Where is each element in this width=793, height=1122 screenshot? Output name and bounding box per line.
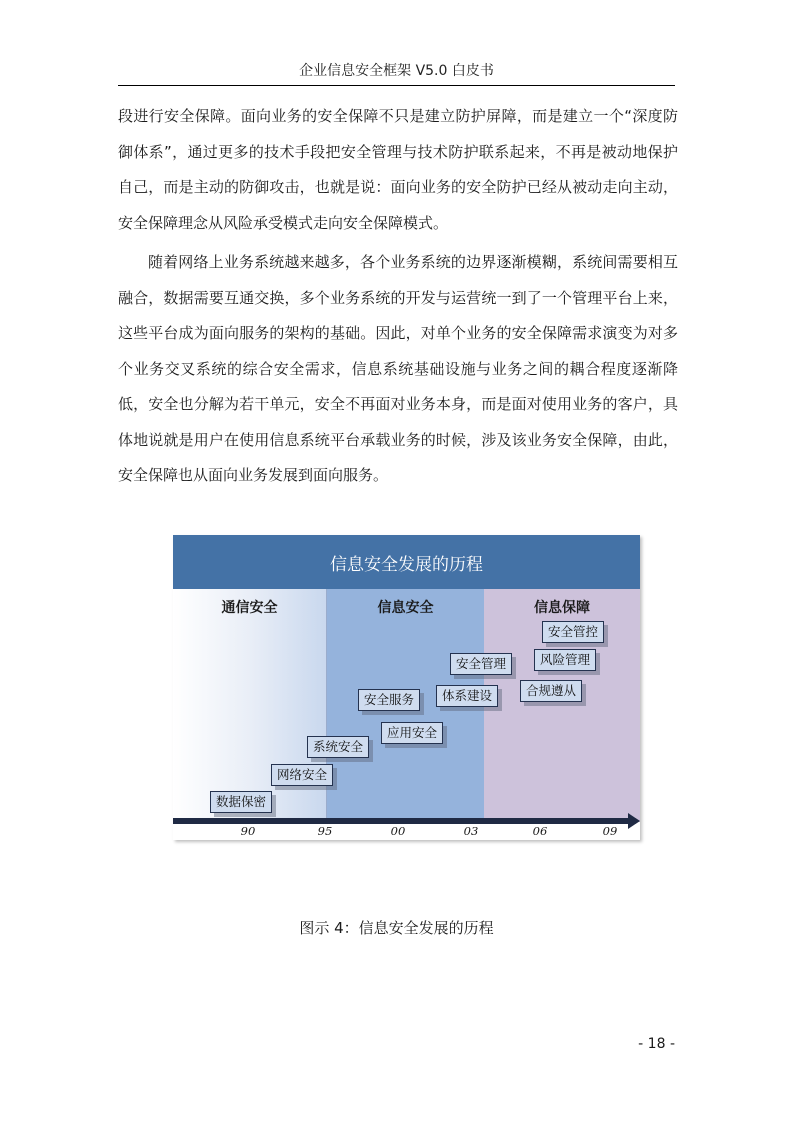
timeline-label: 00 <box>390 824 406 838</box>
phase-label: 通信安全 <box>221 600 278 616</box>
body-paragraph-2: 随着网络上业务系统越来越多，各个业务系统的边界逐渐模糊，系统间需要相互融合，数据需要互通交换，多个业务系统的开发与运营统一到了一个管理平台上来，这些平台成为面向服务的架构的基础。因此，对单个业务的安全保障需求演变为对多个业务交叉系统的综合安全需求，信息系统基础设施与业务之间的耦合程度逐渐降低，安全也分解为若干单元，安全不再面对业务本身，而是面对使用业务的客户，具体地说就是用户在使用信息系统平台承载业务的时候，涉及该业务安全保障，由此，安全保障也从面向业务发展到面向服务。 <box>118 253 678 484</box>
phase-label: 信息保障 <box>534 600 590 616</box>
tag-security-management: 安全管理 <box>450 653 512 675</box>
tag-risk-management: 风险管理 <box>534 649 596 671</box>
timeline-label: 06 <box>532 824 548 838</box>
timeline-label: 90 <box>240 824 256 838</box>
tag-system-security: 系统安全 <box>307 736 369 758</box>
phase-band-communication-security <box>173 589 327 822</box>
timeline-label: 95 <box>317 824 333 838</box>
tag-data-confidentiality: 数据保密 <box>210 791 272 813</box>
tag-security-service: 安全服务 <box>358 689 420 711</box>
tag-security-control: 安全管控 <box>542 621 604 643</box>
page-number: - 18 - <box>638 1036 675 1052</box>
figure-caption: 图示 4：信息安全发展的历程 <box>299 919 494 937</box>
running-header: 企业信息安全框架 V5.0 白皮书 <box>118 60 675 86</box>
timeline-label: 03 <box>463 824 479 838</box>
timeline-label: 09 <box>602 824 618 838</box>
phase-label: 信息安全 <box>377 600 434 616</box>
body-paragraph-1: 段进行安全保障。面向业务的安全保障不只是建立防护屏障，而是建立一个“深度防御体系”，通过更多的技术手段把安全管理与技术防护联系起来，不再是被动地保护自己，而是主动的防御攻击，也就是说：面向业务的安全防护已经从被动走向主动，安全保障理念从风险承受模式走向安全保障模式。 <box>118 107 678 232</box>
tag-compliance: 合规遵从 <box>520 680 582 702</box>
tag-network-security: 网络安全 <box>271 764 333 786</box>
timeline-arrow-icon <box>628 813 640 829</box>
tag-system-construction: 体系建设 <box>436 685 498 707</box>
tag-application-security: 应用安全 <box>381 722 443 744</box>
figure-title: 信息安全发展的历程 <box>173 535 640 589</box>
security-history-figure <box>173 535 640 840</box>
